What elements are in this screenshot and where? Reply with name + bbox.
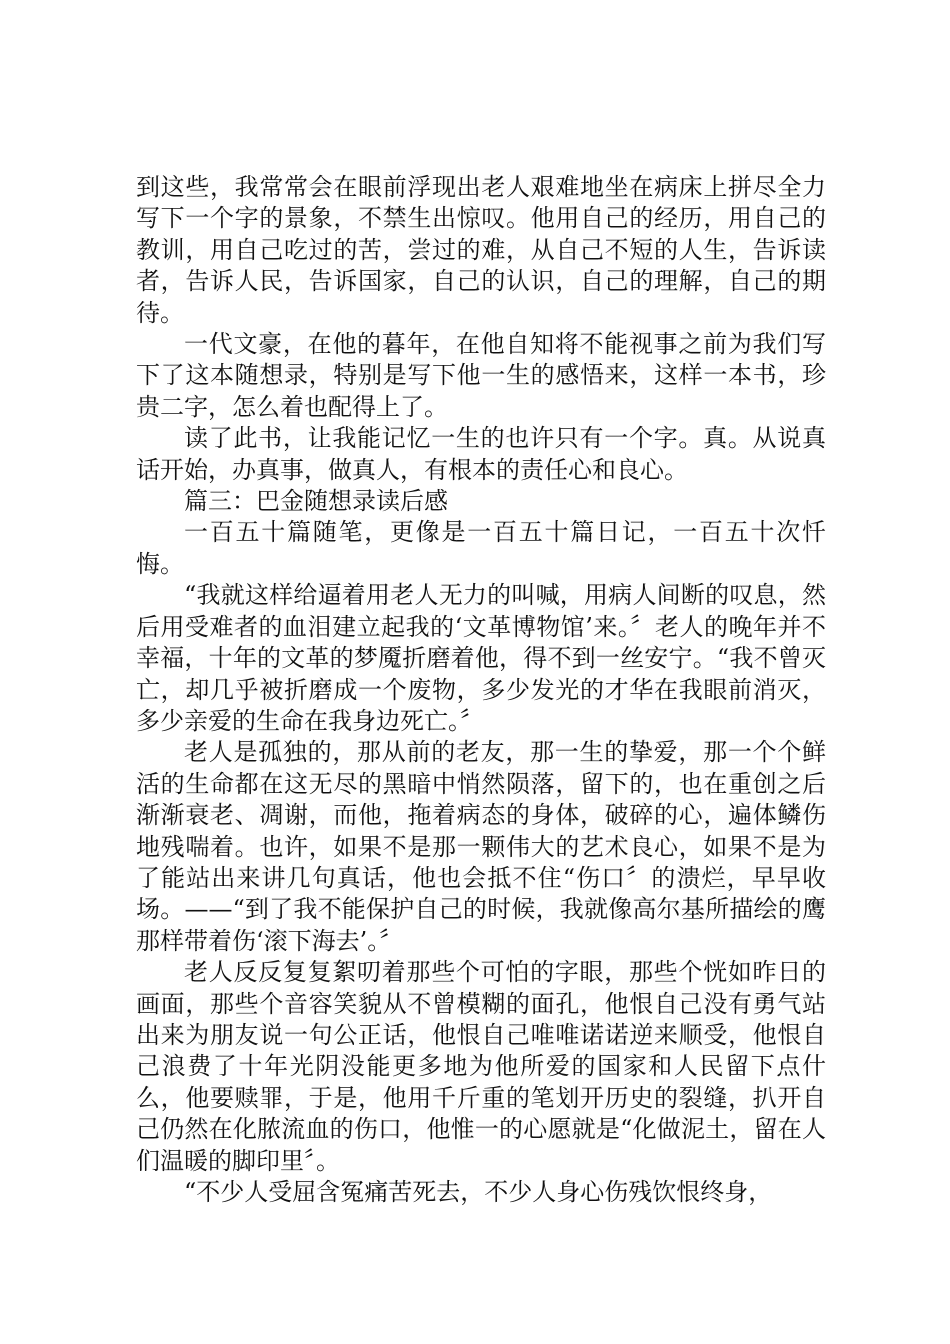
section-heading: 篇三：巴金随想录读后感 bbox=[184, 487, 448, 516]
paragraph-9: “不少人受屈含冤痛苦死去，不少人身心伤残饮恨终身， bbox=[184, 1178, 773, 1206]
paragraph-3: 读了此书，让我能记忆一生的也许只有一个字。真。从说真话开始，办真事，做真人，有根本的责任心和良心。 bbox=[136, 424, 826, 484]
paragraph-2: 一代文豪，在他的暮年，在他自知将不能视事之前为我们写下了这本随想录，特别是写下他一生的感悟来，这样一本书，珍贵二字，怎么着也配得上了。 bbox=[136, 330, 826, 421]
body-text bbox=[136, 172, 826, 1208]
paragraph-8: 老人反反复复絮叨着那些个可怕的字眼，那些个恍如昨日的画面，那些个音容笑貌从不曾模糊的面孔，他恨自己没有勇气站出来为朋友说一句公正话，他恨自己唯唯诺诺逆来顺受，他恨自己浪费了十年光阴没能更多地为他所爱的国家和人民留下点什么，他要赎罪，于是，他用千斤重的笔划开历史的裂缝，扒开自己仍然在化脓流血的伤口，他惟一的心愿就是“化做泥土，留在人们温暖的脚印里〞。 bbox=[136, 958, 826, 1175]
paragraph-7: 老人是孤独的，那从前的老友，那一生的挚爱，那一个个鲜活的生命都在这无尽的黑暗中悄然陨落，留下的，也在重创之后渐渐衰老、凋谢，而他，拖着病态的身体，破碎的心，遍体鳞伤地残喘着。也许，如果不是那一颗伟大的艺术良心，如果不是为了能站出来讲几句真话，他也会抵不住“伤口〞的溃烂，早早收场。——“到了我不能保护自己的时候，我就像高尔基所描绘的鹰那样带着伤‘滚下海去’。〞 bbox=[136, 738, 826, 955]
paragraph-1: 到这些，我常常会在眼前浮现出老人艰难地坐在病床上拼尽全力写下一个字的景象，不禁生出惊叹。他用自己的经历，用自己的教训，用自己吃过的苦，尝过的难，从自己不短的人生，告诉读者，告诉人民，告诉国家，自己的认识，自己的理解，自己的期待。 bbox=[136, 173, 826, 327]
paragraph-6: “我就这样给逼着用老人无力的叫喊，用病人间断的叹息，然后用受难者的血泪建立起我的‘文革博物馆’来。〞老人的晚年并不幸福，十年的文革的梦魇折磨着他，得不到一丝安宁。“我不曾灭亡，却几乎被折磨成一个废物，多少发光的才华在我眼前消灭，多少亲爱的生命在我身边死亡。〞 bbox=[136, 581, 826, 735]
paragraph-5: 一百五十篇随笔，更像是一百五十篇日记，一百五十次忏悔。 bbox=[136, 518, 826, 578]
